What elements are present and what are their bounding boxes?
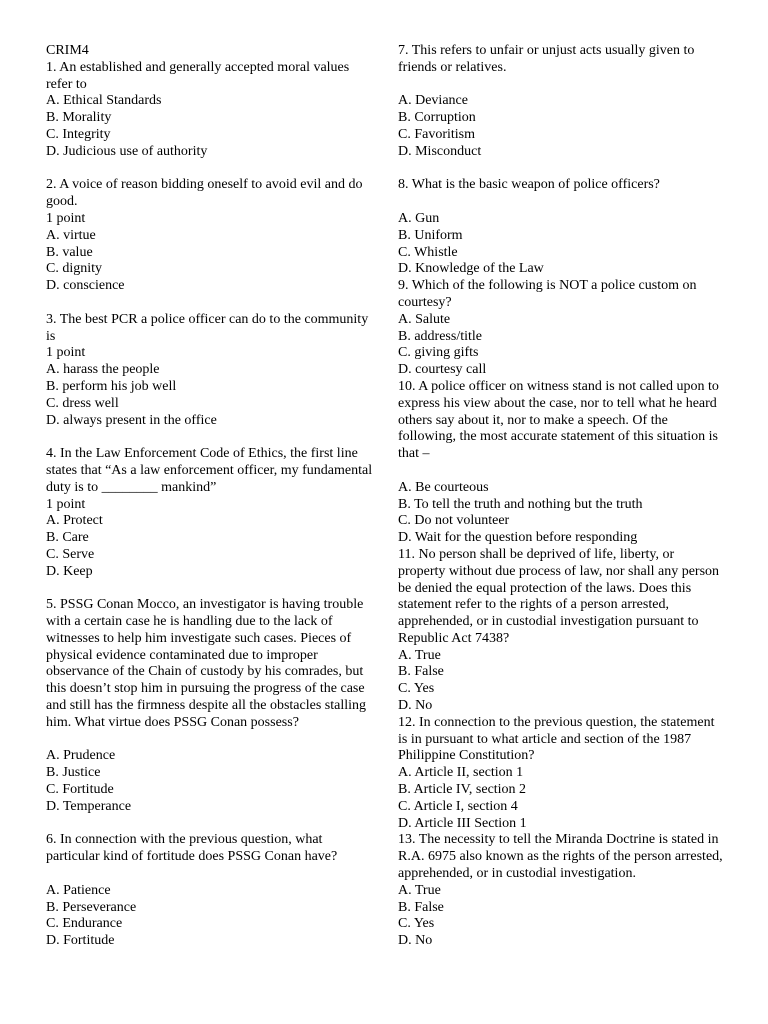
question-1 [46, 60, 374, 161]
answer-option: D. No [398, 933, 433, 949]
answer-option: A. Patience [46, 882, 111, 898]
question-stem: 9. Which of the following is NOT a police custom on courtesy? [398, 278, 697, 310]
question-stem: 3. The best PCR a police officer can do to the community is [46, 311, 369, 344]
answer-option: A. Deviance [398, 93, 468, 109]
document-title: CRIM4 [46, 43, 89, 58]
question-10 [398, 379, 724, 547]
answer-option: A. virtue [46, 227, 96, 243]
answer-option: D. courtesy call [398, 362, 487, 378]
question-stem: 13. The necessity to tell the Miranda Doctrine is stated in R.A. 6975 also known as the rights of the person arrested, apprehended, or in custodial investigation. [398, 832, 723, 882]
answer-option: C. Favoritism [398, 126, 476, 142]
answer-option: D. Article III Section 1 [398, 815, 527, 831]
question-2 [46, 177, 374, 295]
question-stem: 2. A voice of reason bidding oneself to avoid evil and do good. [46, 177, 363, 210]
answer-option: B. Article IV, section 2 [398, 782, 527, 798]
question-stem: 6. In connection with the previous question, what particular kind of fortitude does PSSG Conan have? [46, 832, 338, 865]
answer-option: A. True [398, 647, 441, 663]
question-stem: 8. What is the basic weapon of police officers? [398, 177, 660, 193]
answer-option: B. False [398, 664, 444, 680]
answer-option: A. Ethical Standards [46, 93, 162, 109]
answer-option: C. giving gifts [398, 345, 479, 361]
answer-option: D. Wait for the question before responding [398, 530, 638, 546]
answer-option: D. No [398, 698, 433, 714]
question-stem: 4. In the Law Enforcement Code of Ethics, the first line states that “As a law enforcement officer, my fundamental duty is to ________ mankind” [46, 446, 373, 495]
answer-option: A. Article II, section 1 [398, 765, 524, 781]
answer-option: B. Perseverance [46, 899, 137, 915]
answer-option: D. Fortitude [46, 933, 115, 949]
answer-option: C. Integrity [46, 126, 111, 142]
answer-option: A. True [398, 882, 441, 898]
question-stem: 11. No person shall be deprived of life, liberty, or property without due process of law, nor shall any person be denied the equal protection of the laws. Does this statement refer to the rights of a person arrested, apprehended, or in custodial investigation pursuant to Republic Act 7438? [398, 546, 720, 646]
answer-option: A. Salute [398, 311, 451, 327]
question-3 [46, 312, 374, 430]
answer-option: C. Do not volunteer [398, 513, 510, 529]
answer-option: D. Knowledge of the Law [398, 261, 544, 277]
question-points: 1 point [46, 210, 86, 226]
answer-option: C. Yes [398, 916, 435, 932]
question-points: 1 point [46, 496, 86, 512]
answer-option: D. always present in the office [46, 412, 217, 428]
answer-option: C. Whistle [398, 244, 458, 260]
question-13 [398, 832, 724, 950]
question-points: 1 point [46, 345, 86, 361]
answer-option: B. Justice [46, 765, 101, 781]
question-stem: 1. An established and generally accepted moral values refer to [46, 59, 350, 92]
question-stem: 7. This refers to unfair or unjust acts usually given to friends or relatives. [398, 43, 695, 75]
question-stem: 10. A police officer on witness stand is not called upon to express his view about the case, nor to tell what he heard others say about it, nor to make a speech. Of the following, the most accurate statement of this situation is that – [398, 378, 719, 462]
answer-option: D. conscience [46, 278, 125, 294]
question-9 [398, 278, 724, 379]
answer-option: C. dress well [46, 395, 119, 411]
right-column [398, 43, 724, 950]
answer-option: A. Protect [46, 513, 103, 529]
answer-option: C. Yes [398, 681, 435, 697]
answer-option: B. False [398, 899, 444, 915]
answer-option: D. Judicious use of authority [46, 143, 208, 159]
question-8 [398, 177, 724, 278]
answer-option: C. dignity [46, 261, 103, 277]
answer-option: C. Article I, section 4 [398, 798, 518, 814]
question-12 [398, 715, 724, 833]
answer-option: B. Uniform [398, 227, 463, 243]
question-6 [46, 832, 374, 950]
answer-option: C. Endurance [46, 916, 123, 932]
question-stem: 12. In connection to the previous question, the statement is in pursuant to what article and section of the 1987 Philippine Constitution? [398, 714, 715, 764]
answer-option: A. Prudence [46, 748, 116, 764]
question-5 [46, 597, 374, 815]
answer-option: C. Fortitude [46, 782, 114, 798]
answer-option: B. Corruption [398, 110, 476, 126]
answer-option: D. Temperance [46, 798, 132, 814]
answer-option: B. To tell the truth and nothing but the truth [398, 496, 643, 512]
answer-option: D. Misconduct [398, 143, 482, 159]
answer-option: C. Serve [46, 546, 95, 562]
question-11 [398, 547, 724, 715]
answer-option: D. Keep [46, 563, 93, 579]
answer-option: B. value [46, 244, 93, 260]
answer-option: A. harass the people [46, 362, 160, 378]
question-stem: 5. PSSG Conan Mocco, an investigator is having trouble with a certain case he is handling due to the lack of witnesses to help him investigate such cases. Pieces of physical evidence contaminated due to improper observance of the Chain of custody by his comrades, but this doesn’t stop him in pursuing the progress of the case and still has the firmness despite all the obstacles stalling him. What virtue does PSSG Conan possess? [46, 597, 366, 730]
answer-option: B. Care [46, 530, 89, 546]
answer-option: B. address/title [398, 328, 482, 344]
answer-option: B. perform his job well [46, 378, 177, 394]
answer-option: B. Morality [46, 110, 112, 126]
left-column [46, 43, 374, 950]
answer-option: A. Be courteous [398, 479, 489, 495]
question-4 [46, 446, 374, 580]
question-7 [398, 43, 724, 161]
answer-option: A. Gun [398, 210, 440, 226]
